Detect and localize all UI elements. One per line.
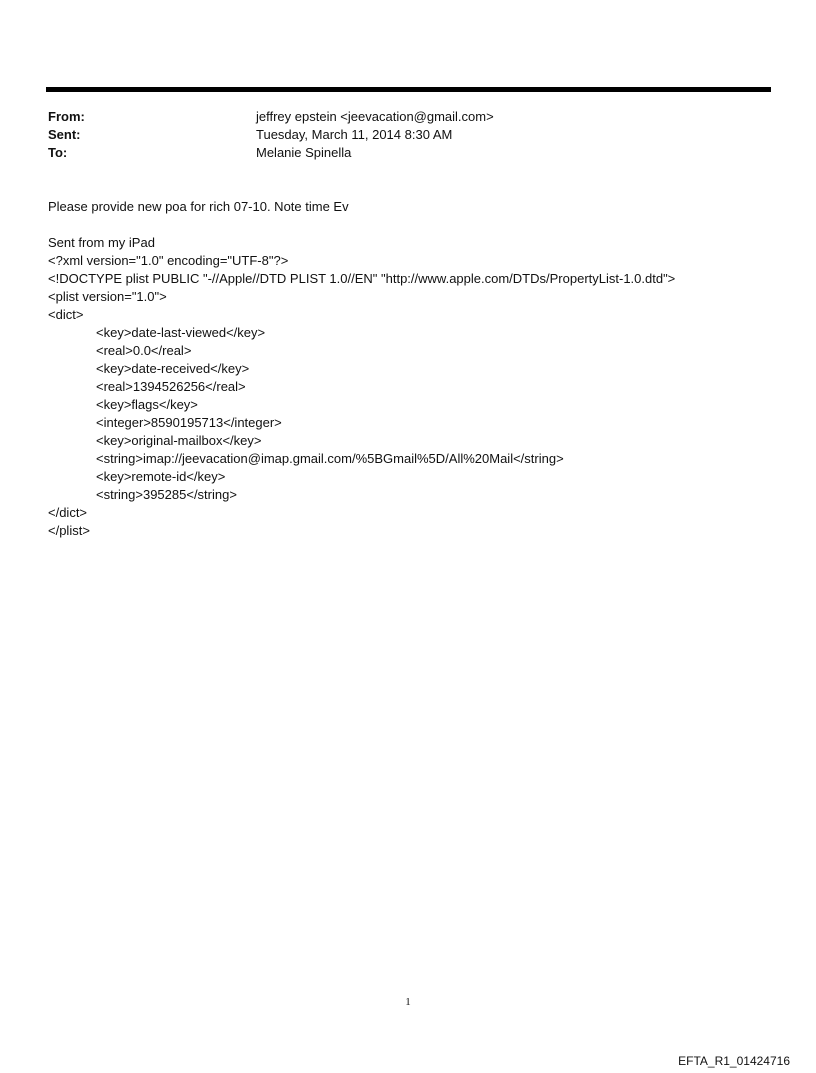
message-text: Please provide new poa for rich 07-10. Note time Ev	[48, 199, 349, 214]
to-value: Melanie Spinella	[256, 145, 352, 160]
plist-line: <plist version="1.0">	[48, 289, 167, 304]
plist-line: <integer>8590195713</integer>	[96, 415, 282, 430]
plist-line: <?xml version="1.0" encoding="UTF-8"?>	[48, 253, 289, 268]
bates-number: EFTA_R1_01424716	[678, 1054, 790, 1068]
from-row	[48, 108, 768, 126]
signature-line: Sent from my iPad	[48, 235, 155, 250]
plist-line: <key>flags</key>	[96, 397, 198, 412]
from-value: jeffrey epstein <jeevacation@gmail.com>	[256, 109, 494, 124]
to-label: To:	[48, 145, 68, 160]
sent-label: Sent:	[48, 127, 81, 142]
plist-line: <key>original-mailbox</key>	[96, 433, 262, 448]
plist-line: <string>395285</string>	[96, 487, 237, 502]
from-label: From:	[48, 109, 85, 124]
message-body	[48, 198, 778, 540]
email-header	[48, 108, 768, 162]
plist-line: <dict>	[48, 307, 84, 322]
plist-line: <real>0.0</real>	[96, 343, 192, 358]
plist-block	[48, 252, 778, 540]
page-number: 1	[405, 996, 411, 1008]
plist-line: <!DOCTYPE plist PUBLIC "-//Apple//DTD PLIST 1.0//EN" "http://www.apple.com/DTDs/PropertyList-1.0.dtd">	[48, 271, 676, 286]
sent-value: Tuesday, March 11, 2014 8:30 AM	[256, 127, 453, 142]
sent-row	[48, 126, 768, 144]
plist-line: </dict>	[48, 505, 88, 520]
plist-line: <key>date-received</key>	[96, 361, 250, 376]
plist-line: <string>imap://jeevacation@imap.gmail.com/%5BGmail%5D/All%20Mail</string>	[96, 451, 564, 466]
plist-line: <key>remote-id</key>	[96, 469, 226, 484]
plist-line: <real>1394526256</real>	[96, 379, 246, 394]
plist-line: </plist>	[48, 523, 90, 538]
plist-line: <key>date-last-viewed</key>	[96, 325, 266, 340]
header-rule	[46, 87, 771, 92]
to-row	[48, 144, 768, 162]
